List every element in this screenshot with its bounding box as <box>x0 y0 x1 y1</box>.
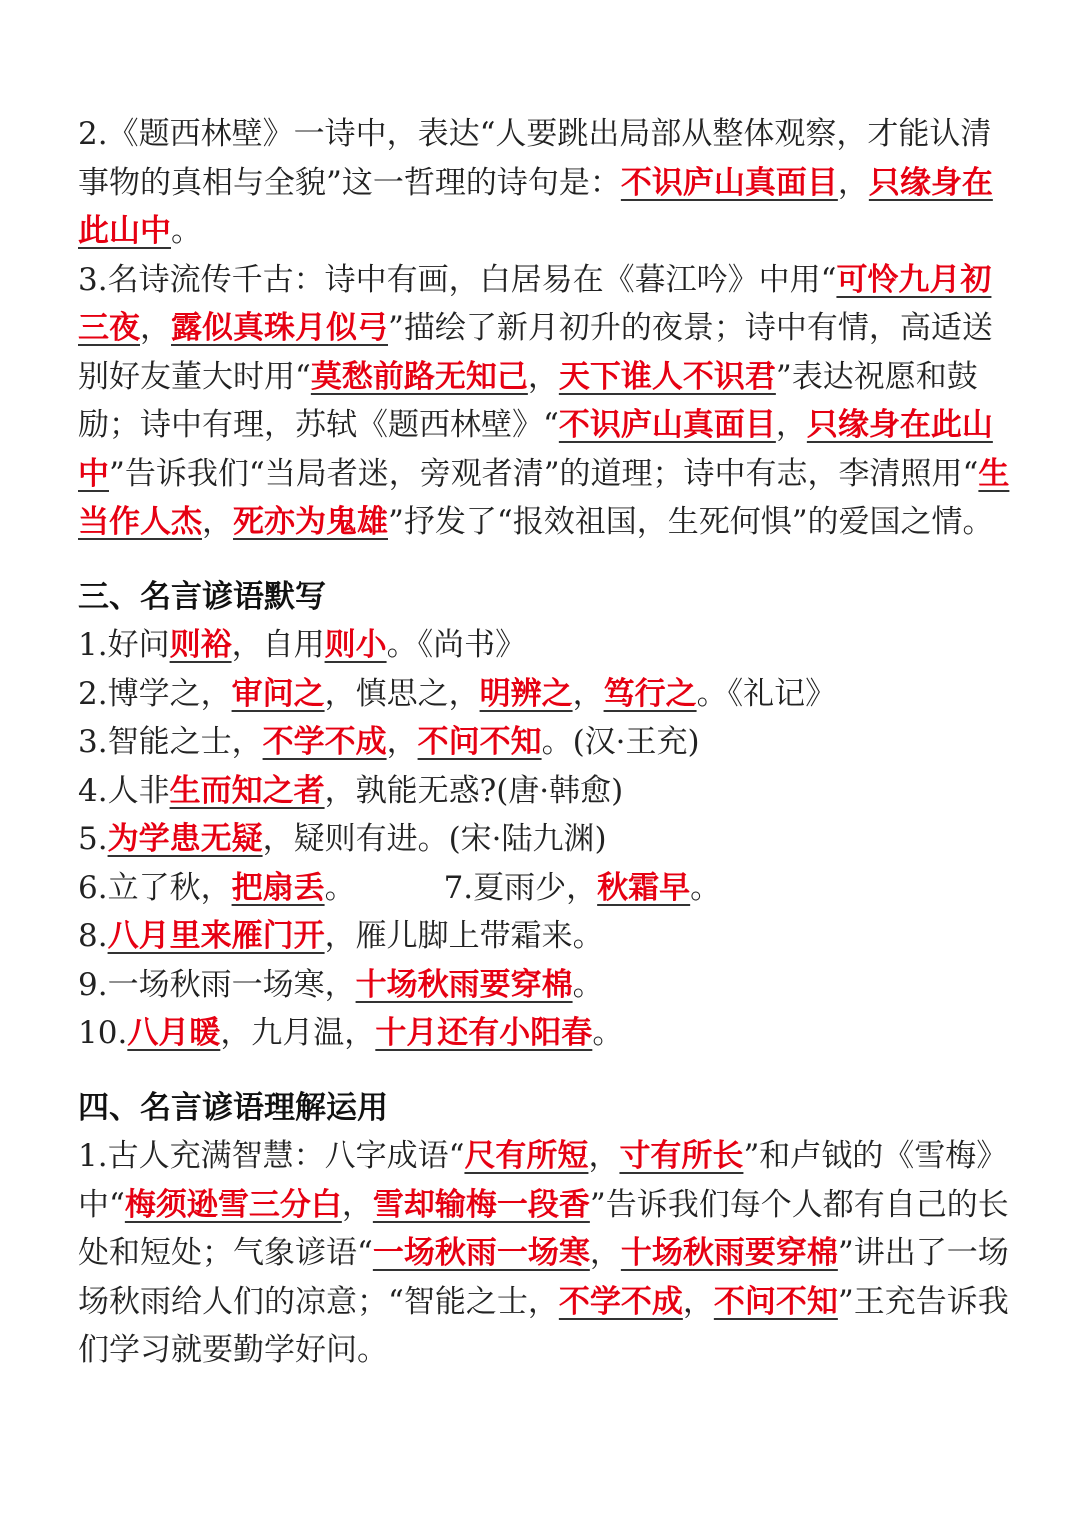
text: 。《尚书》 <box>386 627 527 663</box>
answer: 可怜九月初三夜 <box>78 261 992 346</box>
answer: 十场秋雨要穿棉 <box>620 1235 838 1271</box>
answer: 梅须逊雪三分白 <box>124 1186 342 1223</box>
quote-item-4 <box>78 767 1010 816</box>
text: 2.博学之， <box>78 675 232 712</box>
answer: 不识庐山真面目 <box>558 407 776 443</box>
text: 。 <box>690 869 722 906</box>
text: ，自用 <box>231 627 325 663</box>
text: ”和卢钺的《雪梅》中“ <box>78 1138 1008 1223</box>
answer: 笃行之 <box>603 675 697 712</box>
text: ”表达祝愿和鼓励；诗中有理，苏轼《题西林壁》“ <box>78 358 978 443</box>
answer: 莫愁前路无知己 <box>310 358 528 395</box>
answer: 一场秋雨一场寒 <box>372 1235 590 1271</box>
text: ”描绘了新月初升的夜景；诗中有情，高适送别好友董大时用“ <box>78 310 993 395</box>
text: 1.好问 <box>78 627 170 663</box>
usage-item-1 <box>78 1132 1010 1375</box>
answer: 死亦为鬼雄 <box>233 504 388 540</box>
text: 。 <box>572 966 604 1003</box>
answer: 不问不知 <box>417 724 542 760</box>
answer: 生当作人杰 <box>78 455 1010 540</box>
text: 3.智能之士， <box>78 724 263 760</box>
answer: 不学不成 <box>558 1283 683 1320</box>
quote-item-5 <box>78 815 1010 864</box>
text: ，孰能无惑?(唐·韩愈) <box>324 772 624 809</box>
text: 1.古人充满智慧：八字成语“ <box>78 1138 465 1174</box>
answer: 寸有所长 <box>619 1138 744 1174</box>
answer: 天下谁人不识君 <box>558 358 776 395</box>
answer: 审问之 <box>231 675 325 712</box>
answer: 明辨之 <box>479 675 573 712</box>
answer: 露似真珠月似弓 <box>171 310 388 346</box>
answer: 为学患无疑 <box>107 821 263 857</box>
quote-item-9 <box>78 961 1010 1010</box>
text: ”告诉我们每个人都有自己的长处和短处；气象谚语“ <box>78 1186 1009 1271</box>
text: ”王充告诉我们学习就要勤学好问。 <box>78 1283 1009 1368</box>
answer: 八月暖 <box>127 1015 221 1051</box>
text: 。 <box>171 213 202 249</box>
quote-item-10 <box>78 1009 1010 1058</box>
answer: 不识庐山真面目 <box>620 164 838 201</box>
text: ， <box>140 310 171 346</box>
text: 5. <box>78 821 108 857</box>
poem-item-3 <box>78 256 1010 547</box>
answer: 雪却输梅一段香 <box>372 1186 590 1223</box>
text: 。(汉·王充) <box>541 724 700 760</box>
text: 。《礼记》 <box>696 675 837 712</box>
section-heading-3: 三、名言谚语默写 <box>78 578 326 615</box>
quote-item-1 <box>78 621 1010 670</box>
answer: 只缘身在此山中 <box>78 407 993 492</box>
text: ， <box>386 724 418 760</box>
text: 9.一场秋雨一场寒， <box>78 966 356 1003</box>
text: ， <box>341 1186 373 1223</box>
section-heading-4: 四、名言谚语理解运用 <box>78 1089 388 1126</box>
text: 。 <box>324 869 356 906</box>
text: ”告诉我们“当局者迷，旁观者清”的道理；诗中有志，李清照用“ <box>109 455 979 492</box>
text: ， <box>527 358 559 395</box>
text: ”讲出了一场场秋雨给人们的凉意；“智能之士， <box>78 1235 1009 1320</box>
answer: 只缘身在此山中 <box>78 164 993 249</box>
text: ， <box>589 1235 621 1271</box>
answer: 八月里来雁门开 <box>107 918 325 954</box>
quote-item-6-7 <box>78 864 1010 913</box>
text: ，慎思之， <box>324 675 480 712</box>
text: ， <box>837 164 869 201</box>
text: 7.夏雨少， <box>443 869 598 906</box>
poem-item-2 <box>78 110 1010 256</box>
answer: 把扇丢 <box>231 869 325 906</box>
text: ，九月温， <box>220 1015 376 1051</box>
text: ， <box>588 1138 620 1174</box>
text: 2.《题西林壁》一诗中，表达“人要跳出局部从整体观察，才能认清事物的真相与全貌”这一哲理的诗句是： <box>78 116 992 201</box>
answer: 十场秋雨要穿棉 <box>355 966 573 1003</box>
quote-item-8 <box>78 912 1010 961</box>
quote-item-3 <box>78 718 1010 767</box>
answer: 秋霜早 <box>597 869 691 906</box>
answer: 则小 <box>324 627 387 663</box>
text: 4.人非 <box>78 772 170 809</box>
text: ， <box>202 504 233 540</box>
answer: 不学不成 <box>262 724 387 760</box>
text: ， <box>682 1283 714 1320</box>
text: 。 <box>592 1015 624 1051</box>
text: ， <box>572 675 604 712</box>
text: ， <box>775 407 807 443</box>
text: 3.名诗流传千古：诗中有画，白居易在《暮江吟》中用“ <box>78 261 837 298</box>
text: 6.立了秋， <box>78 869 232 906</box>
text: ，雁儿脚上带霜来。 <box>324 918 604 954</box>
text: ，疑则有进。(宋·陆九渊) <box>262 821 607 857</box>
answer: 则裕 <box>169 627 232 663</box>
answer: 尺有所短 <box>464 1138 589 1174</box>
answer: 不问不知 <box>713 1283 838 1320</box>
text: 8. <box>78 918 108 954</box>
text: ”抒发了“报效祖国，生死何惧”的爱国之情。 <box>388 504 994 540</box>
text: 10. <box>78 1015 128 1051</box>
answer: 生而知之者 <box>169 772 325 809</box>
answer: 十月还有小阳春 <box>375 1015 593 1051</box>
quote-item-2 <box>78 670 1010 719</box>
